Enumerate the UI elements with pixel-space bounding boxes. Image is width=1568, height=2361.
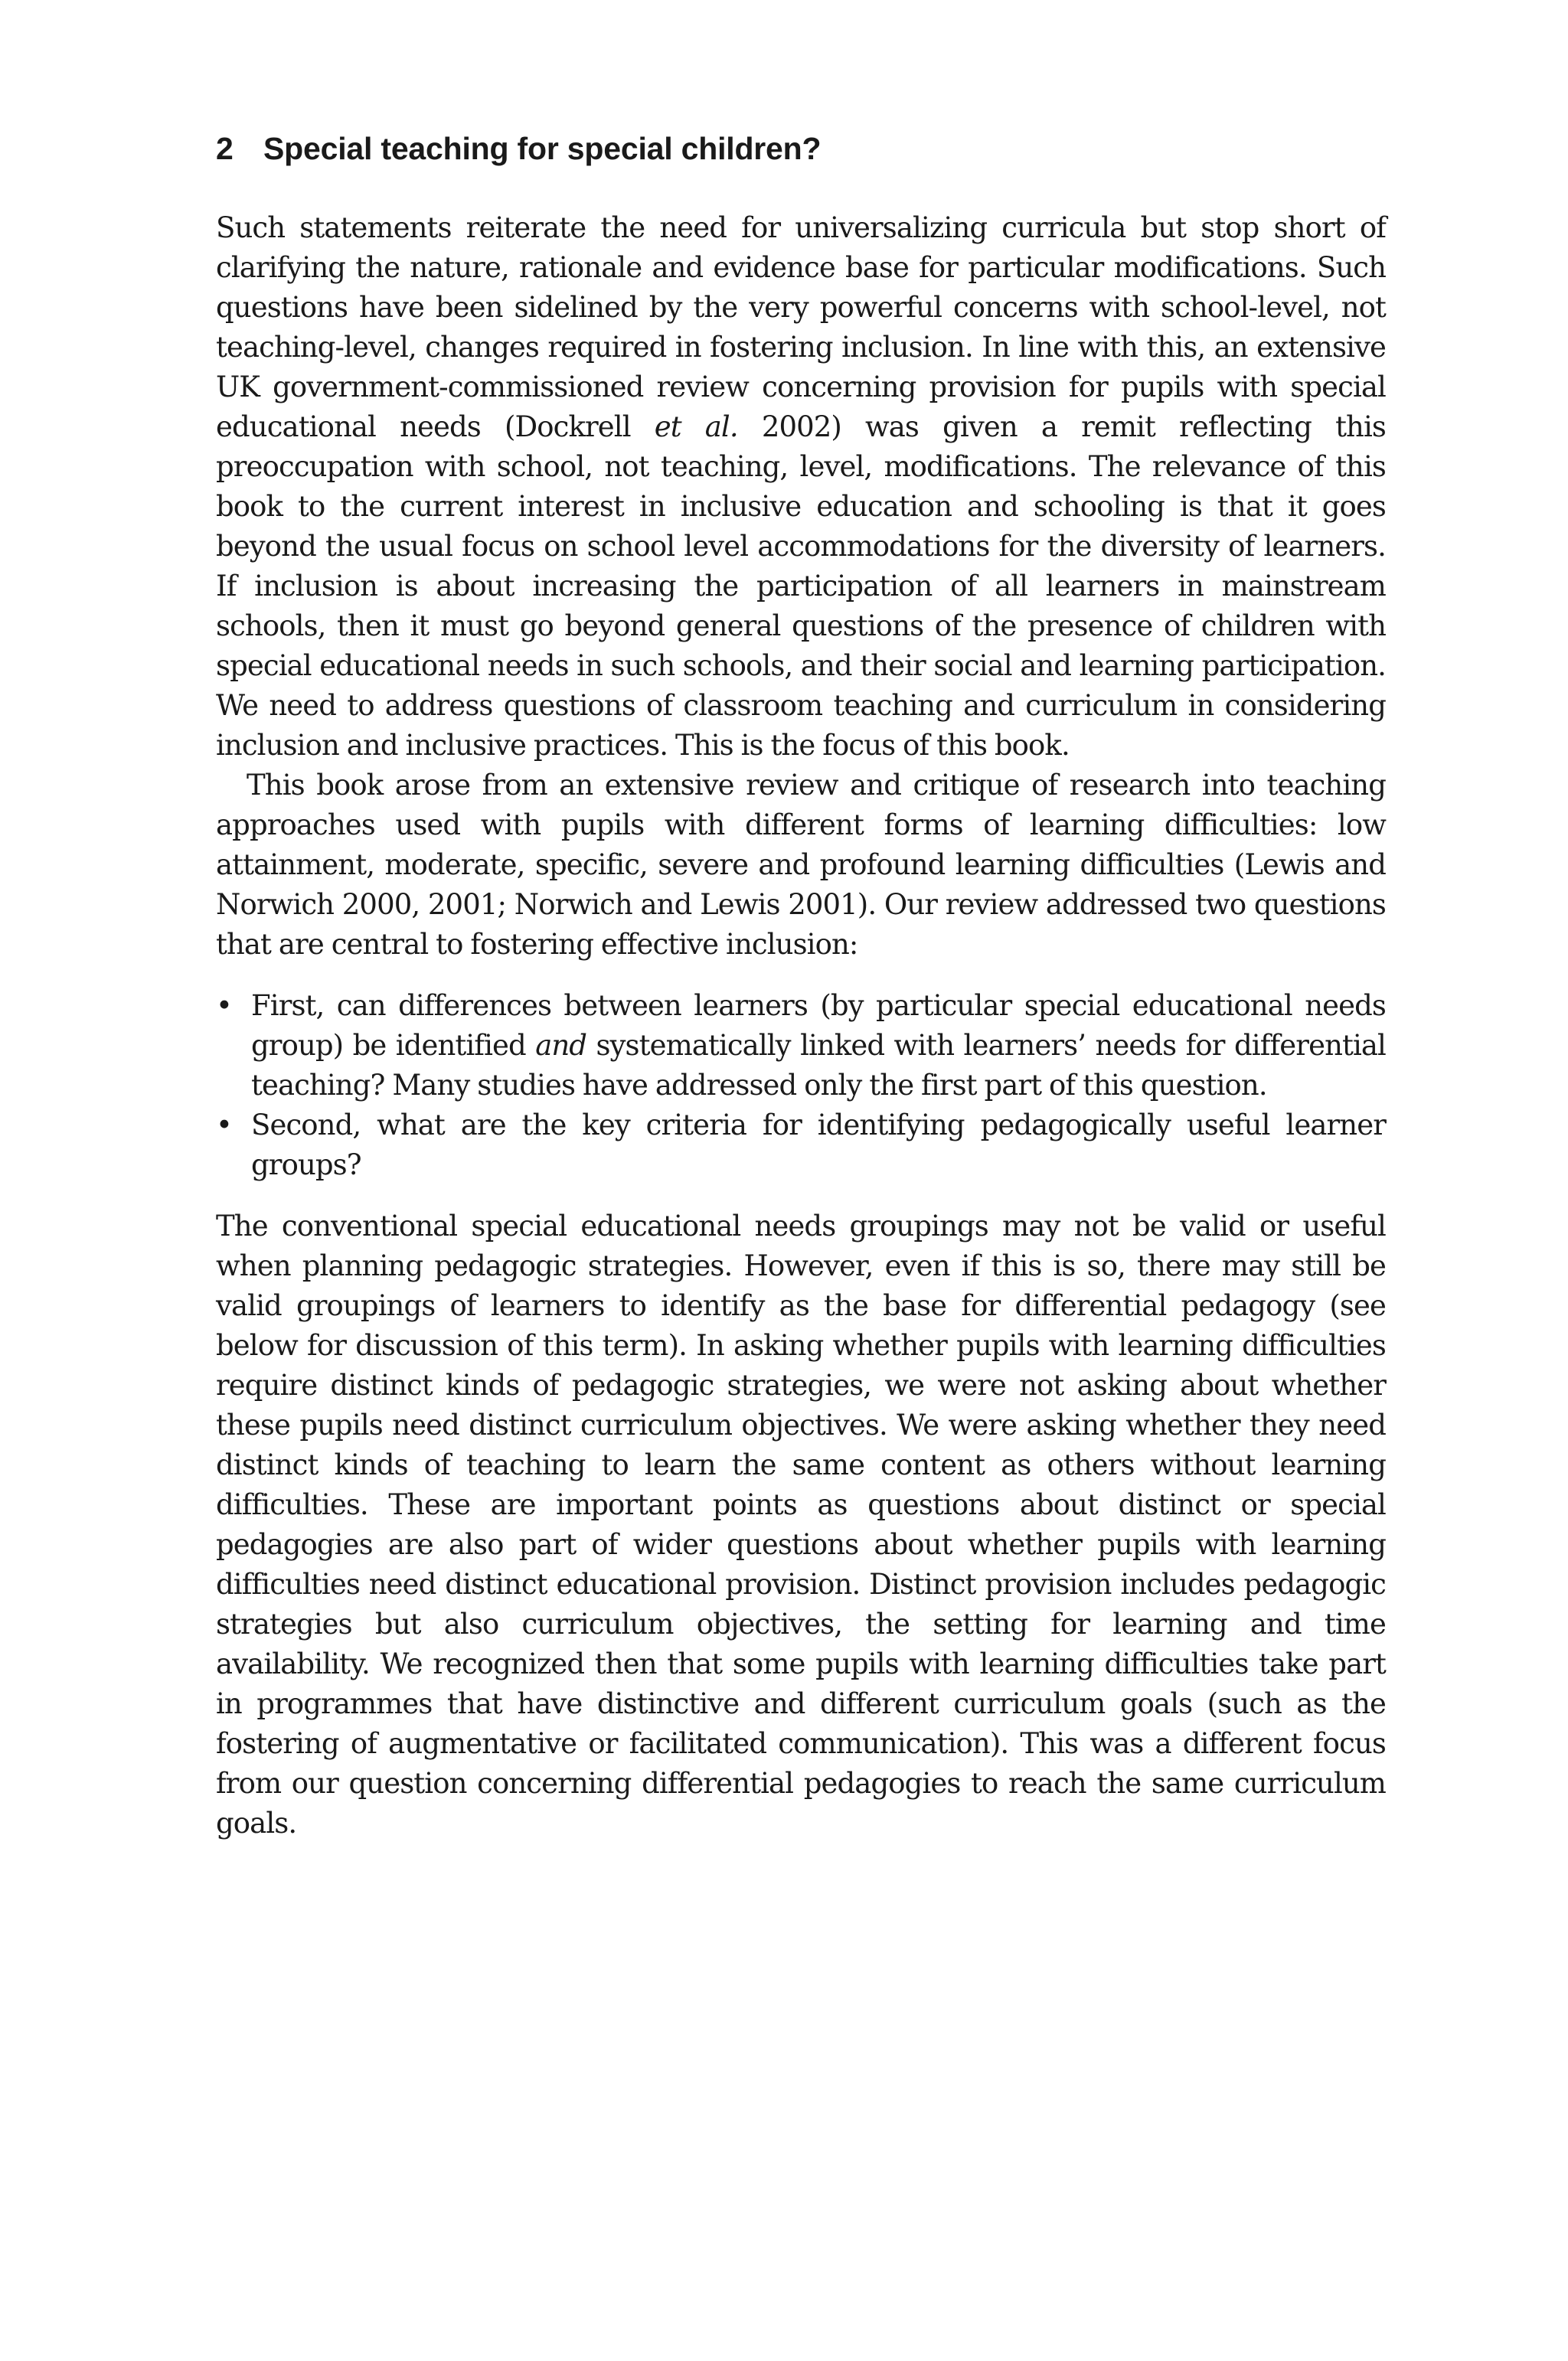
paragraph-1-text-a: Such statements reiterate the need for universalizing curricula but stop short of clarifying the nature, rationale and evidence base for particular modifications. Such questions have been sidelined by the very powerful concerns with school-level, not teaching-level, changes required in fostering inclusion. In line with this, an extensive UK government-commissioned review concerning provision for pupils with special educational needs (Dockrell bbox=[216, 211, 1386, 443]
page-number: 2 bbox=[216, 131, 234, 166]
bullet-item-1-italic: and bbox=[535, 1029, 587, 1062]
bullet-marker: • bbox=[216, 989, 232, 1022]
chapter-title: Special teaching for special children? bbox=[263, 131, 822, 166]
paragraph-3: The conventional special educational needs groupings may not be valid or useful when planning pedagogic strategies. However, even if this is so, there may still be valid groupings of learners to identify as the base for differential pedagogy (see below for discussion of this term). In asking whether pupils with learning difficulties require distinct kinds of pedagogic strategies, we were not asking about whether these pupils need distinct curriculum objectives. We were asking whether they need distinct kinds of teaching to learn the same content as others without learning difficulties. These are important points as questions about distinct or special pedagogies are also part of wider questions about whether pupils with learning difficulties need distinct educational provision. Distinct provision includes pedagogic strategies but also curriculum objectives, the setting for learning and time availability. We recognized then that some pupils with learning difficulties take part in programmes that have distinctive and different curriculum goals (such as the fostering of augmentative or facilitated communication). This was a different focus from our question concerning differential pedagogies to reach the same curriculum goals. bbox=[216, 1210, 1386, 1840]
bullet-item-2 bbox=[216, 1105, 1386, 1185]
bullet-list bbox=[216, 986, 1386, 1185]
paragraph-1-text-b: 2002) was given a remit reflecting this preoccupation with school, not teaching, level, modifications. The relevance of this book to the current interest in inclusive education and schooling is that it goes beyond the usual focus on school level accommodations for the diversity of learners. If inclusion is about increasing the participation of all learners in mainstream schools, then it must go beyond general questions of the presence of children with special educational needs in such schools, and their social and learning participation. We need to address questions of classroom teaching and curriculum in considering inclusion and inclusive practices. This is the focus of this book. bbox=[216, 410, 1387, 762]
bullet-marker: • bbox=[216, 1109, 232, 1141]
bullet-item-1-text-b: systematically linked with learners’ needs for differential teaching? Many studies have addressed only the first part of this question. bbox=[251, 1029, 1386, 1102]
paragraph-1 bbox=[216, 208, 1386, 766]
bullet-item-2-text: Second, what are the key criteria for identifying pedagogically useful learner groups? bbox=[251, 1109, 1386, 1181]
bullet-item-1-text-a: First, can differences between learners (by particular special educational needs group) be identified bbox=[251, 989, 1386, 1062]
running-head bbox=[216, 129, 1386, 168]
bullet-item-1 bbox=[216, 986, 1386, 1105]
book-page bbox=[216, 129, 1386, 1843]
paragraph-2: This book arose from an extensive review and critique of research into teaching approaches used with pupils with different forms of learning difficulties: low attainment, moderate, specific, severe and profound learning difficulties (Lewis and Norwich 2000, 2001; Norwich and Lewis 2001). Our review addressed two questions that are central to fostering effective inclusion: bbox=[216, 769, 1386, 961]
paragraph-1-italic: et al. bbox=[654, 410, 738, 443]
